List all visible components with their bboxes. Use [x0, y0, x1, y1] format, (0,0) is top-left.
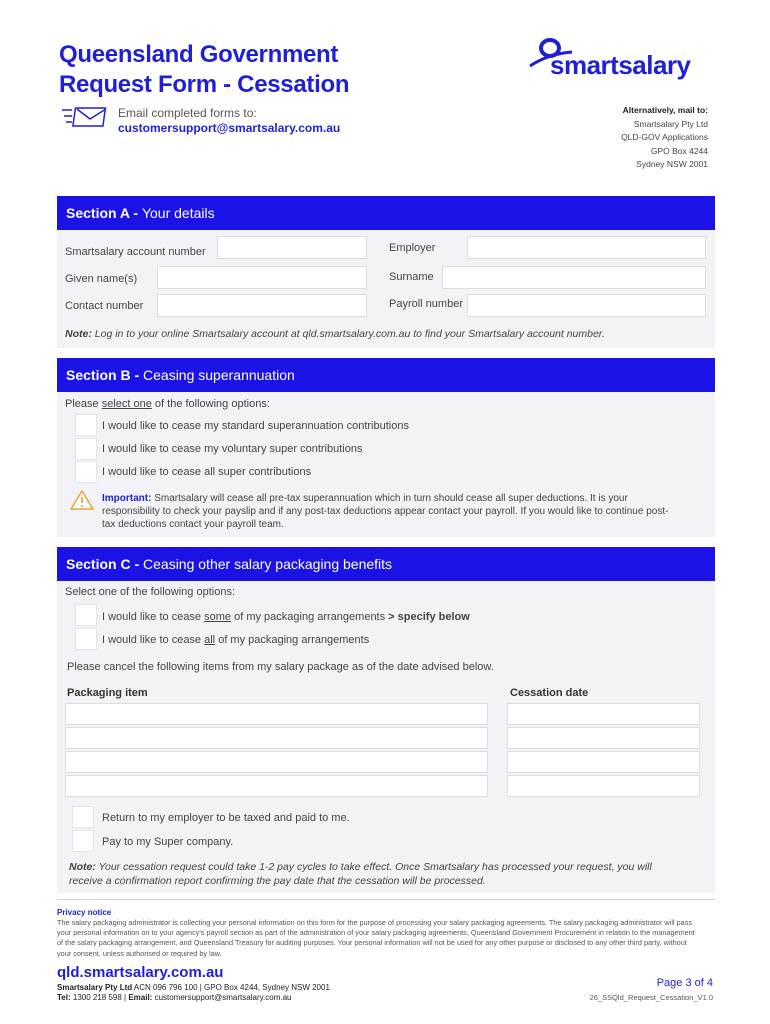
section-c-title: Ceasing other salary packaging benefits [143, 556, 393, 572]
section-b-intro [65, 398, 270, 410]
return-to-employer-label: Return to my employer to be taxed and paid to me. [102, 812, 350, 824]
section-c-prefix: Section C - [66, 556, 144, 572]
option-text: of my packaging arrangements [215, 634, 370, 646]
mail-line: Smartsalary Pty Ltd [633, 118, 708, 129]
important-label: Important: [102, 493, 152, 504]
option-underlined: some [204, 611, 232, 623]
section-b-prefix: Section B - [66, 367, 144, 383]
email-icon [62, 104, 110, 132]
pay-to-super-checkbox[interactable] [72, 830, 94, 852]
section-c-intro: Select one of the following options: [65, 586, 236, 598]
packaging-item-input[interactable] [65, 727, 488, 749]
pay-to-super-label: Pay to my Super company. [102, 836, 234, 848]
privacy-text: The salary packaging administrator is collecting your personal information on this form for the purpose of processing your salary packaging agreements. The salary packaging administrator will pass your personal information on to your agency's payroll section as part of the administration of your salary packaging agreements, Queensland Government Procurement in relation to the management of the salary packaging arrangement, and Queensland Treasury for auditing purposes. Your personal information will not be used for any other purpose or disclosed to any other third party, without your consent, unless authorised or required by law. [57, 918, 695, 958]
mail-address-block [621, 104, 708, 172]
section-c-header [57, 547, 715, 581]
intro-text: of the following options: [151, 398, 270, 410]
packaging-item-input[interactable] [65, 775, 488, 797]
cessation-date-input[interactable] [507, 751, 700, 773]
packaging-item-input[interactable] [65, 703, 488, 725]
given-names-input[interactable] [157, 266, 367, 289]
cease-some-checkbox[interactable] [75, 604, 97, 626]
option-text: I would like to cease [102, 634, 205, 646]
option-underlined: all [204, 634, 216, 646]
footer-email: customersupport@smartsalary.com.au [152, 993, 292, 1002]
page-number: Page 3 of 4 [656, 977, 713, 989]
privacy-heading: Privacy notice [57, 908, 112, 917]
company-details: ACN 096 796 100 | GPO Box 4244, Sydney NSW 2001 [132, 983, 330, 992]
cease-standard-super-checkbox[interactable] [75, 414, 97, 436]
account-number-input[interactable] [217, 236, 367, 259]
section-b-title: Ceasing superannuation [143, 367, 295, 383]
footer-company-line [57, 983, 330, 992]
email-label: Email completed forms to: [118, 106, 257, 120]
cessation-date-header: Cessation date [510, 687, 589, 699]
section-c-note [69, 860, 669, 888]
warning-icon [70, 489, 94, 516]
section-a-prefix: Section A - [66, 205, 142, 221]
given-names-label: Given name(s) [65, 273, 138, 285]
cessation-date-input[interactable] [507, 727, 700, 749]
title-line-2: Request Form - Cessation [59, 71, 350, 98]
option-label: I would like to cease all super contributions [102, 466, 312, 478]
employer-label: Employer [389, 242, 436, 254]
note-text: Your cessation request could take 1-2 pay cycles to take effect. Once Smartsalary has processed your request, you will receive a confirmation report confirming the pay date that the cessation will be processed. [69, 861, 652, 887]
packaging-item-header: Packaging item [67, 687, 148, 699]
company-name: Smartsalary Pty Ltd [57, 983, 133, 992]
title-line-1: Queensland Government [59, 41, 339, 68]
contact-number-label: Contact number [65, 300, 144, 312]
intro-underlined: select one [101, 398, 152, 410]
footer-email-label: Email: [128, 993, 153, 1002]
logo-text: smartsalary [550, 50, 691, 80]
specify-below: > specify below [388, 611, 470, 623]
section-a-title: Your details [141, 205, 215, 221]
tel-label: Tel: [57, 993, 71, 1002]
divider [57, 899, 715, 900]
important-text: Smartsalary will cease all pre-tax superannuation which in turn should cease all super deductions. It is your responsibility to check your payslip and if any post-tax deductions appear contact your payroll. If you would like to continue post-tax deductions contact your payroll team. [102, 493, 669, 530]
document-version: 26_SSQld_Request_Cessation_V1.0 [589, 993, 713, 1002]
surname-input[interactable] [442, 266, 706, 289]
note-label: Note: [69, 861, 96, 873]
payroll-number-input[interactable] [467, 294, 706, 317]
page-title [59, 40, 349, 100]
footer-url[interactable]: qld.smartsalary.com.au [57, 964, 224, 981]
email-address: customersupport@smartsalary.com.au [118, 121, 341, 135]
mail-line: GPO Box 4244 [650, 145, 708, 156]
mail-line: Sydney NSW 2001 [636, 159, 708, 169]
packaging-item-input[interactable] [65, 751, 488, 773]
intro-text: Please [65, 398, 102, 410]
note-text: Log in to your online Smartsalary account at qld.smartsalary.com.au to find your Smartsalary account number. [91, 328, 605, 340]
cease-all-super-checkbox[interactable] [75, 461, 97, 483]
section-a-note [65, 328, 605, 340]
smartsalary-logo [528, 36, 713, 84]
mail-heading: Alternatively, mail to: [622, 105, 708, 115]
contact-number-input[interactable] [157, 294, 367, 317]
cease-some-label [102, 611, 470, 623]
option-text: I would like to cease [102, 611, 205, 623]
cessation-date-input[interactable] [507, 775, 700, 797]
option-label: I would like to cease my standard superannuation contributions [102, 420, 409, 432]
cancel-instructions: Please cancel the following items from my salary package as of the date advised below. [67, 661, 494, 673]
cessation-date-input[interactable] [507, 703, 700, 725]
surname-label: Surname [389, 271, 434, 283]
employer-input[interactable] [467, 236, 706, 259]
tel-number: 1300 218 598 | [70, 993, 129, 1002]
cease-voluntary-super-checkbox[interactable] [75, 438, 97, 460]
mail-line: QLD-GOV Applications [621, 132, 708, 142]
section-b-header [57, 358, 715, 392]
account-number-label: Smartsalary account number [65, 246, 206, 258]
option-text: of my packaging arrangements [231, 611, 389, 623]
cease-all-checkbox[interactable] [75, 628, 97, 650]
cease-all-label [102, 634, 369, 646]
important-notice [102, 492, 672, 531]
section-a-header [57, 196, 715, 230]
return-to-employer-checkbox[interactable] [72, 806, 94, 828]
payroll-number-label: Payroll number [389, 298, 463, 310]
option-label: I would like to cease my voluntary super contributions [102, 443, 363, 455]
footer-contact-line [57, 993, 291, 1002]
note-label: Note: [65, 328, 92, 340]
